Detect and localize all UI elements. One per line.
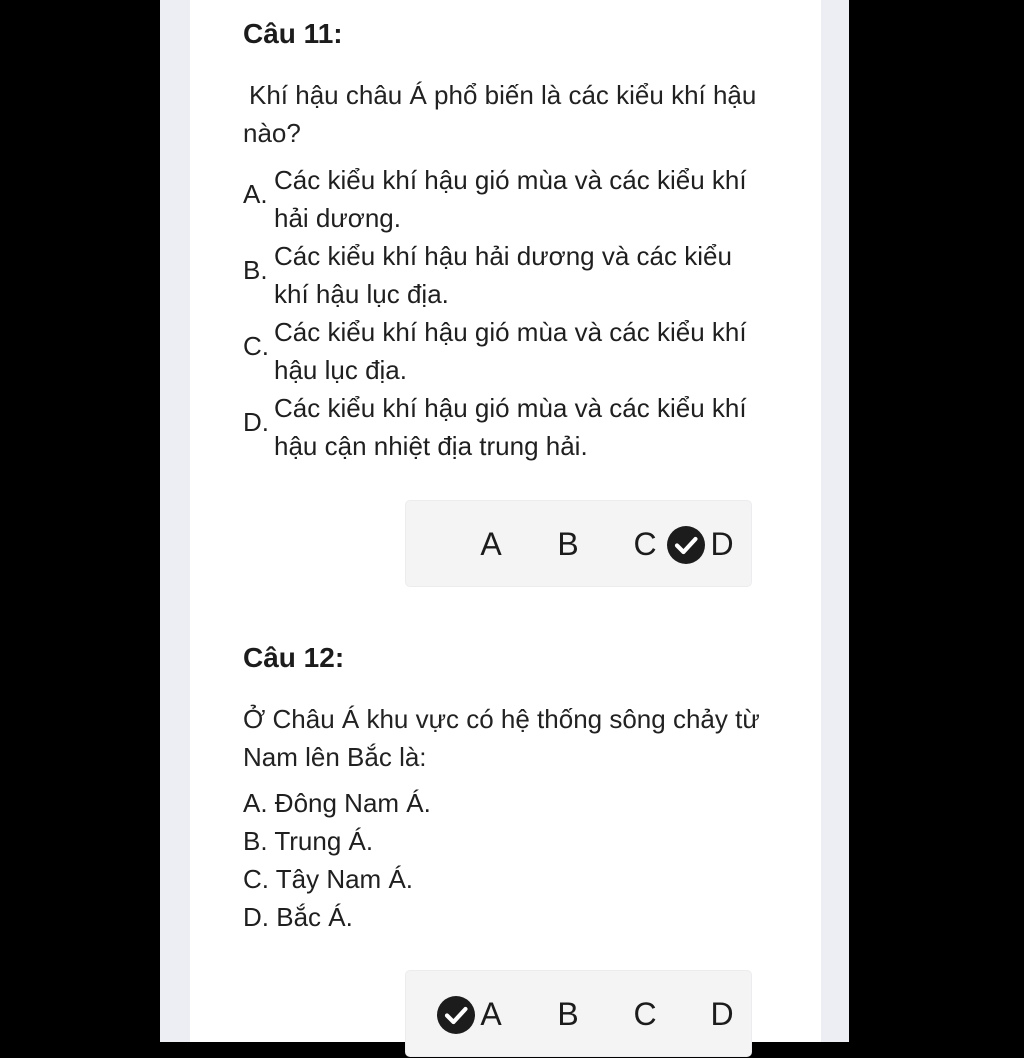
check-circle-icon: [437, 996, 475, 1034]
option-text: Các kiểu khí hậu gió mùa và các kiểu khí hậu lục địa.: [274, 317, 747, 385]
question-12-title: Câu 12:: [243, 642, 345, 673]
option-text: Các kiểu khí hậu gió mùa và các kiểu khí hải dương.: [274, 165, 747, 233]
option-letter: B.: [243, 255, 268, 285]
option-text: Các kiểu khí hậu hải dương và các kiểu khí hậu lục địa.: [274, 241, 732, 309]
question-11-option-b[interactable]: [243, 237, 763, 313]
question-11-option-d[interactable]: [243, 389, 763, 465]
option-text: Các kiểu khí hậu gió mùa và các kiểu khí hậu cận nhiệt địa trung hải.: [274, 393, 747, 461]
option-letter: A.: [243, 179, 268, 209]
answer-a-button[interactable]: A: [480, 996, 502, 1032]
answer-b-button[interactable]: B: [557, 996, 579, 1032]
answer-b-button[interactable]: B: [557, 526, 579, 562]
question-12-option-b[interactable]: B. Trung Á.: [243, 826, 374, 856]
question-12-text: Ở Châu Á khu vực có hệ thống sông chảy từ Nam lên Bắc là:: [243, 704, 760, 772]
option-letter: C.: [243, 331, 269, 361]
question-12-option-d[interactable]: D. Bắc Á.: [243, 902, 353, 932]
question-12-answer-bar: [405, 970, 752, 1057]
question-11-option-a[interactable]: [243, 161, 763, 237]
question-11-option-c[interactable]: [243, 313, 763, 389]
answer-c-button[interactable]: C: [633, 996, 657, 1032]
answer-d-button[interactable]: D: [710, 996, 734, 1032]
answer-a-button[interactable]: A: [480, 526, 502, 562]
question-11-text: Khí hậu châu Á phổ biến là các kiểu khí hậu nào?: [243, 80, 757, 148]
option-letter: D.: [243, 407, 269, 437]
question-12-option-a[interactable]: A. Đông Nam Á.: [243, 788, 431, 818]
question-12-option-c[interactable]: C. Tây Nam Á.: [243, 864, 414, 894]
answer-d-button[interactable]: D: [710, 526, 734, 562]
answer-c-button[interactable]: C: [633, 526, 657, 562]
question-11-answer-bar: [405, 500, 752, 587]
check-circle-icon: [667, 526, 705, 564]
question-11-title: Câu 11:: [243, 18, 343, 49]
